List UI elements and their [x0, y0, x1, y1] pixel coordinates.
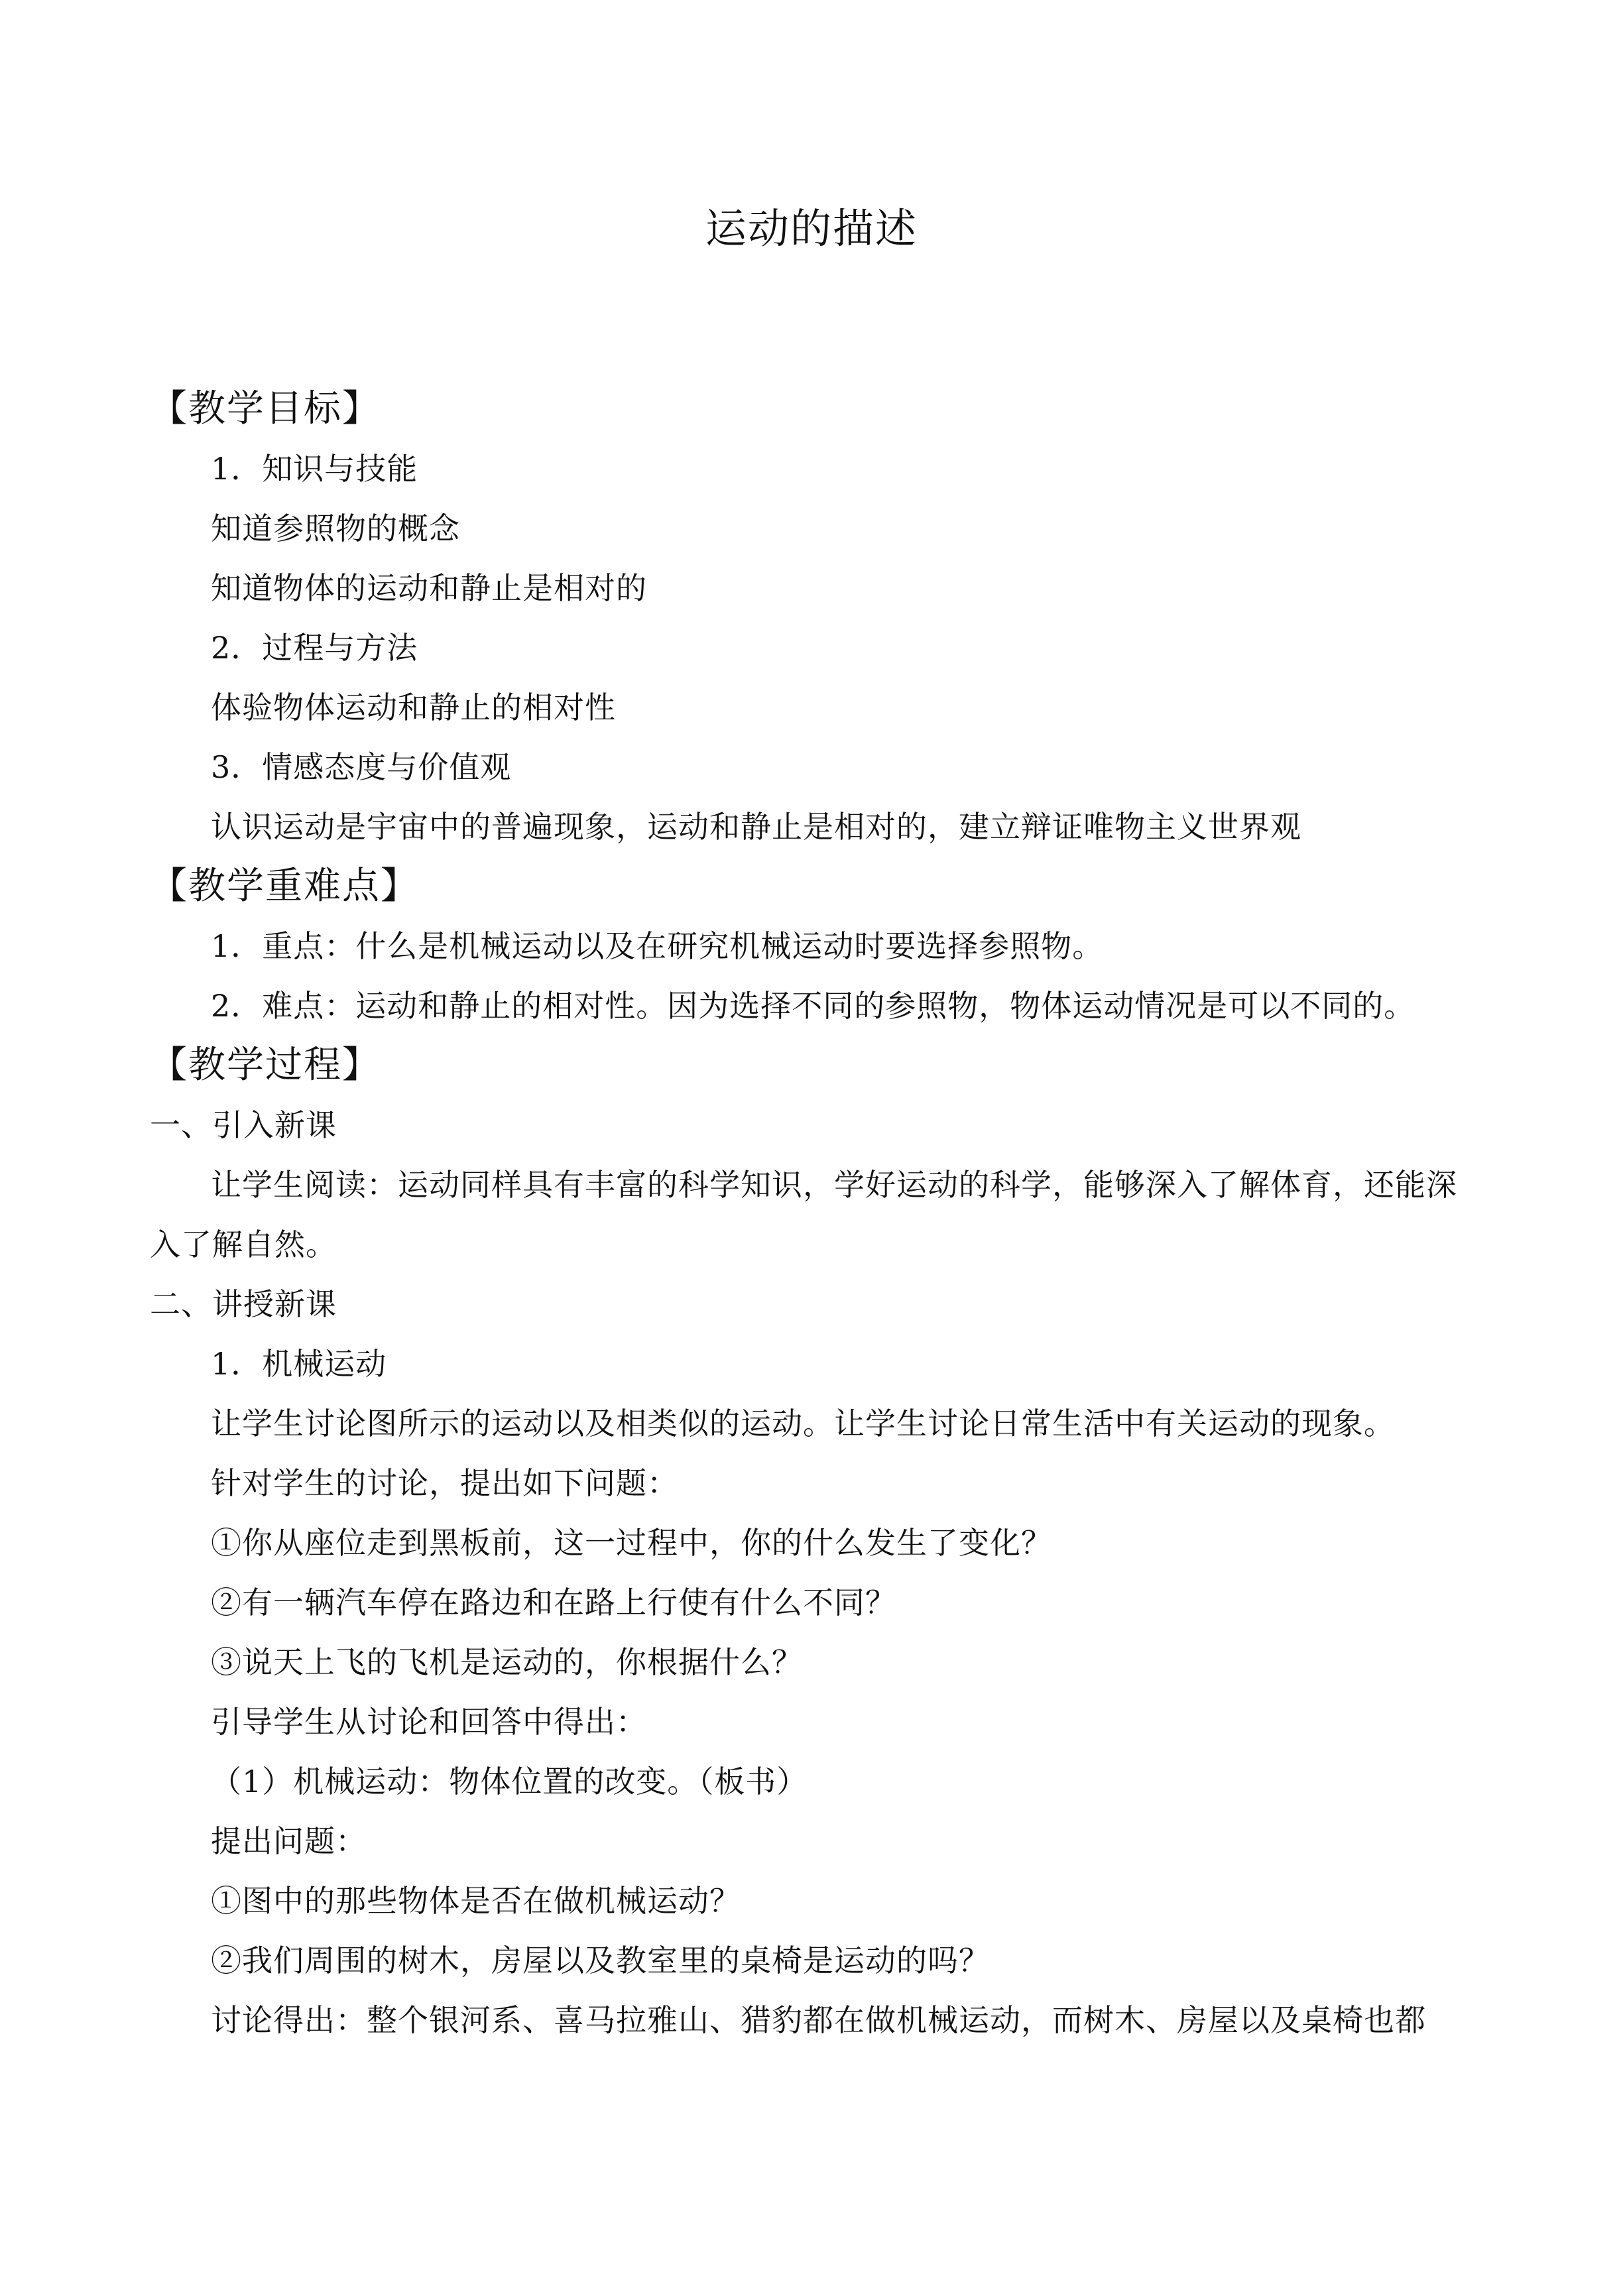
intro-paragraph: 让学生阅读：运动同样具有丰富的科学知识，学好运动的科学，能够深入了解体育，还能深入了解自然。: [150, 1167, 1457, 1262]
lecture-item: 针对学生的讨论，提出如下问题：: [211, 1465, 678, 1501]
objective-item: 知道物体的运动和静止是相对的: [211, 570, 647, 606]
document-body: [150, 379, 1482, 2050]
objective-item: 2．过程与方法: [211, 630, 418, 666]
lecture-item: ③说天上飞的飞机是运动的，你根据什么？: [211, 1644, 803, 1680]
section-heading-objectives: 【教学目标】: [150, 387, 381, 430]
section-heading-key-points: 【教学重难点】: [150, 865, 419, 908]
section-heading-process: 【教学过程】: [150, 1044, 381, 1087]
objective-item: 知道参照物的概念: [211, 511, 460, 546]
subsection-heading-lecture: 二、讲授新课: [150, 1286, 337, 1322]
lecture-item: 提出问题：: [211, 1823, 367, 1859]
lecture-item: ①你从座位走到黑板前，这一过程中，你的什么发生了变化？: [211, 1525, 1052, 1561]
objective-item: 1．知识与技能: [211, 451, 418, 487]
objective-item: 认识运动是宇宙中的普遍现象，运动和静止是相对的，建立辩证唯物主义世界观: [211, 809, 1301, 845]
lecture-item: ②有一辆汽车停在路边和在路上行使有什么不同？: [211, 1585, 896, 1620]
lecture-item: 引导学生从讨论和回答中得出：: [211, 1704, 647, 1740]
lecture-item: 讨论得出：整个银河系、喜马拉雅山、猎豹都在做机械运动，而树木、房屋以及桌椅也都: [211, 2002, 1426, 2038]
lecture-item: ②我们周围的树木，房屋以及教室里的桌椅是运动的吗？: [211, 1943, 990, 1978]
subsection-heading-intro: 一、引入新课: [150, 1107, 337, 1143]
lecture-item: （1）机械运动：物体位置的改变。（板书）: [211, 1764, 808, 1799]
key-point-item: 1．重点：什么是机械运动以及在研究机械运动时要选择参照物。: [211, 928, 1104, 964]
objective-item: 3．情感态度与价值观: [211, 749, 512, 785]
key-point-item: 2．难点：运动和静止的相对性。因为选择不同的参照物，物体运动情况是可以不同的。: [211, 988, 1415, 1024]
lecture-item: 让学生讨论图所示的运动以及相类似的运动。让学生讨论日常生活中有关运动的现象。: [211, 1406, 1395, 1441]
lecture-item: ①图中的那些物体是否在做机械运动？: [211, 1883, 741, 1919]
objective-item: 体验物体运动和静止的相对性: [211, 690, 616, 725]
document-title: 运动的描述: [705, 204, 918, 253]
lecture-item: 1．机械运动: [211, 1346, 387, 1382]
